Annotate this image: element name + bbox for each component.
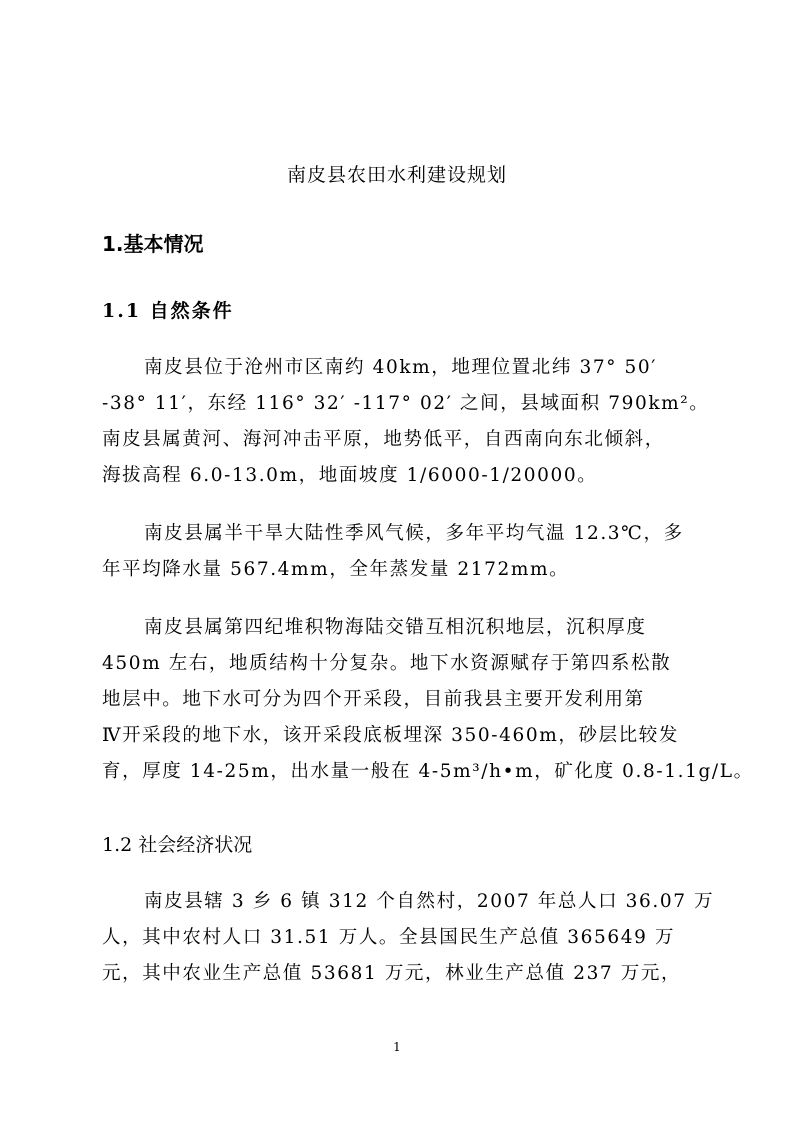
paragraph-geology [102, 610, 754, 790]
subsection-heading-natural-conditions: 1.1 自然条件 [102, 300, 234, 322]
text-line: 海拔高程 6.0-13.0m，地面坡度 1/6000-1/20000。 [102, 465, 598, 486]
text-line: 南皮县辖 3 乡 6 镇 312 个自然村，2007 年总人口 36.07 万 [144, 891, 715, 912]
text-line: 年平均降水量 567.4mm，全年蒸发量 2172mm。 [102, 559, 570, 580]
text-line: 南皮县属半干旱大陆性季风气候，多年平均气温 12.3℃，多 [144, 523, 684, 544]
paragraph-climate [102, 516, 682, 588]
text-line: 育，厚度 14-25m，出水量一般在 4-5m³/h•m，矿化度 0.8-1.1g/L。 [102, 761, 754, 782]
text-line: 地层中。地下水可分为四个开采段，目前我县主要开发利用第 [102, 689, 645, 710]
text-line: Ⅳ开采段的地下水，该开采段底板埋深 350-460m，砂层比较发 [102, 725, 679, 746]
paragraph-socioeconomic [102, 884, 715, 992]
text-line: 南皮县属第四纪堆积物海陆交错互相沉积地层，沉积厚度 [144, 617, 647, 638]
paragraph-geography [102, 350, 710, 494]
text-line: 南皮县位于沧州市区南约 40km，地理位置北纬 37° 50′ [144, 357, 658, 378]
page-number: 1 [393, 1040, 401, 1054]
subsection-heading-socioeconomic: 1.2 社会经济状况 [102, 834, 253, 856]
text-line: 南皮县属黄河、海河冲击平原，地势低平，自西南向东北倾斜， [102, 429, 665, 450]
text-line: 元，其中农业生产总值 53681 万元，林业生产总值 237 万元， [102, 963, 682, 984]
text-line: 人，其中农村人口 31.51 万人。全县国民生产总值 365649 万 [102, 927, 676, 948]
section-heading-basic-info: 1.基本情况 [102, 232, 204, 256]
text-line: -38° 11′，东经 116° 32′ -117° 02′ 之间，县域面积 790km²。 [102, 393, 710, 414]
document-title: 南皮县农田水利建设规划 [286, 164, 507, 186]
text-line: 450m 左右，地质结构十分复杂。地下水资源赋存于第四系松散 [102, 653, 672, 674]
